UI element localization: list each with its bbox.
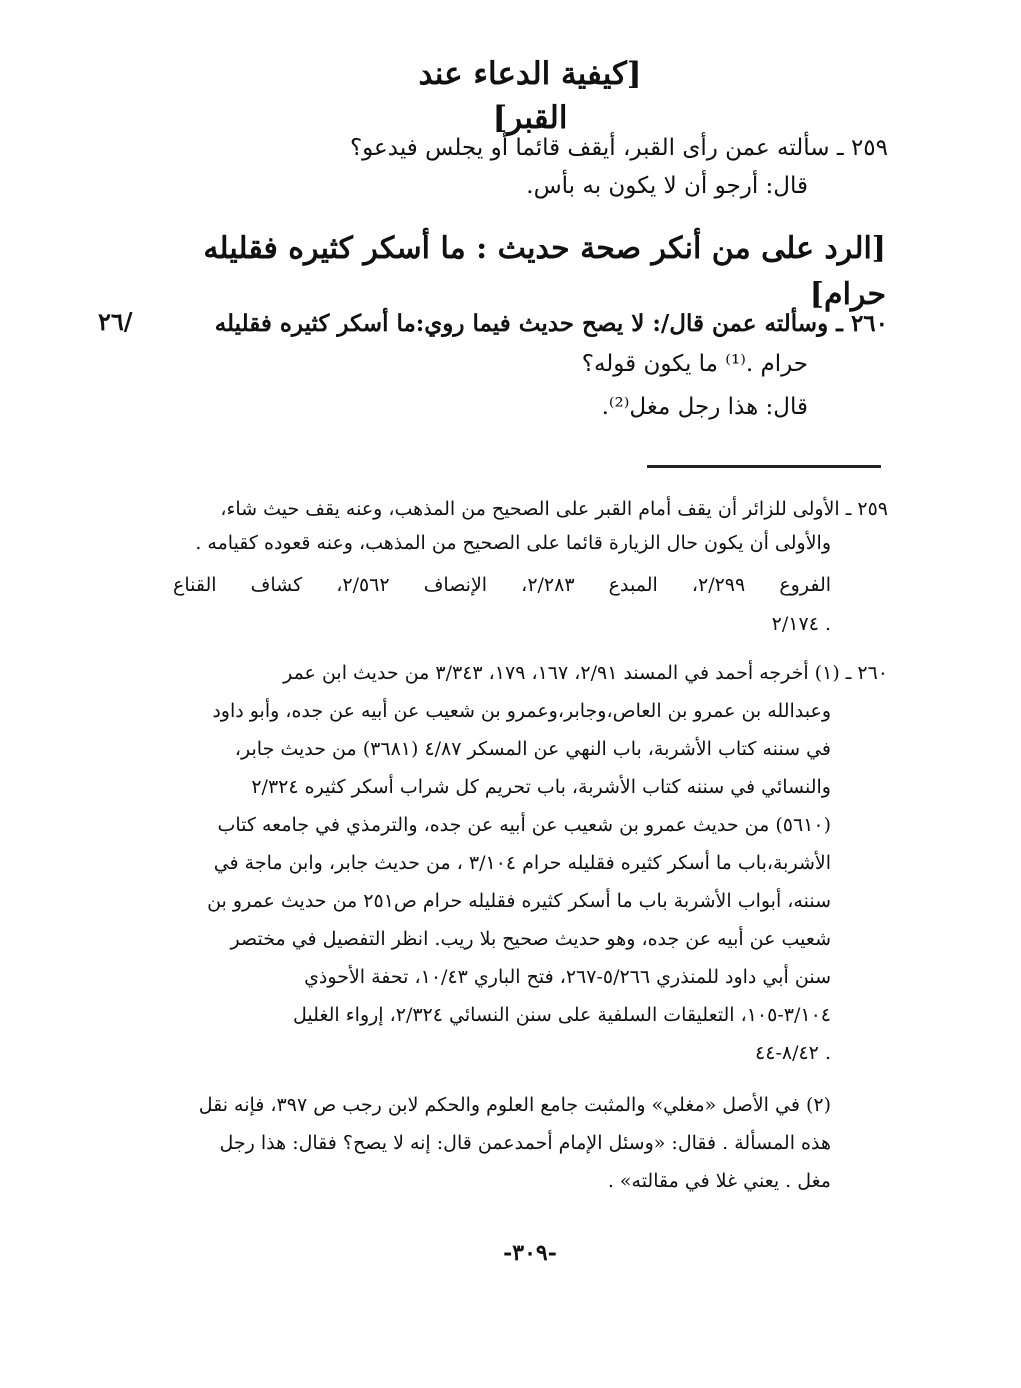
section-heading-intoxicant-hadith: [الرد على من أنكر صحة حديث : ما أسكر كثيره فقليله حرام] bbox=[203, 231, 886, 312]
footnote-259-line-1: ٢٥٩ ـ الأولى للزائر أن يقف أمام القبر على الصحيح من المذهب، وعنه يقف حيث شاء، bbox=[220, 498, 888, 520]
footnote-260-1-line-9: سنن أبي داود للمنذري ٥/٢٦٦-٢٦٧، فتح الباري ١٠/٤٣، تحفة الأحوذي bbox=[304, 966, 831, 988]
footnote-260-2-line-3: مغل . يعني غلا في مقالته» . bbox=[607, 1170, 831, 1192]
footnote-260-1-line-6: الأشربة،باب ما أسكر كثيره فقليله حرام ٣/١٠٤ ، من حديث جابر، وابن ماجة في bbox=[213, 852, 831, 874]
footnote-260-1-line-7: سننه، أبواب الأشربة باب ما أسكر كثيره فقليله حرام ص٢٥١ من حديث عمرو بن bbox=[207, 890, 831, 912]
question-259-line-1: ٢٥٩ ـ سألته عمن رأى القبر، أيقف قائما أو يجلس فيدعو؟ bbox=[349, 135, 888, 161]
page-number: -٣٠٩- bbox=[503, 1240, 557, 1266]
question-260-line-2: حرام .⁽¹⁾ ما يكون قوله؟ bbox=[581, 351, 808, 377]
question-260-line-1: ٢٦٠ ـ وسألته عمن قال/: لا يصح حديث فيما روي:ما أسكر كثيره فقليله bbox=[214, 310, 888, 337]
footnote-260-1-line-11: ٨/٤٢-٤٤ . bbox=[755, 1042, 831, 1064]
footnote-260-2-line-2: هذه المسألة . فقال: «وسئل الإمام أحمدعمن قال: إنه لا يصح؟ فقال: هذا رجل bbox=[219, 1132, 831, 1154]
footnote-260-1-line-4: والنسائي في سننه كتاب الأشربة، باب تحريم كل شراب أسكر كثيره ٢/٣٢٤ bbox=[251, 776, 831, 798]
footnote-259-line-2: والأولى أن يكون حال الزيارة قائما على الصحيح من المذهب، وعنه قعوده كقيامه . bbox=[195, 532, 831, 554]
footnote-260-1-line-5: (٥٦١٠) من حديث عمرو بن شعيب عن أبيه عن جده، والترمذي في جامعه كتاب bbox=[217, 814, 831, 836]
footnote-259-line-3: الفروع ٢/٢٩٩، المبدع ٢/٢٨٣، الإنصاف ٢/٥٦٢، كشاف القناع bbox=[173, 574, 832, 596]
footnote-260-1-line-3: في سننه كتاب الأشربة، باب النهي عن المسكر ٤/٨٧ (٣٦٨١) من حديث جابر، bbox=[234, 738, 831, 760]
footnote-260-1-line-2: وعبدالله بن عمرو بن العاص،وجابر،وعمرو بن شعيب عن أبيه عن جده، وأبو داود bbox=[212, 700, 831, 722]
section-heading-grave-dua: [كيفية الدعاء عند القبر] bbox=[418, 56, 642, 136]
footnote-260-1-line-10: ٣/١٠٤-١٠٥، التعليقات السلفية على سنن النسائي ٢/٣٢٤، إرواء الغليل bbox=[293, 1004, 831, 1026]
question-260-answer: قال: هذا رجل مغل⁽²⁾. bbox=[601, 394, 808, 420]
question-259-answer: قال: أرجو أن لا يكون به بأس. bbox=[526, 173, 808, 199]
footnote-259-line-4: ٢/١٧٤ . bbox=[771, 613, 831, 635]
footnote-separator bbox=[647, 465, 881, 468]
footnote-260-1-line-1: ٢٦٠ ـ (١) أخرجه أحمد في المسند ٢/٩١، ١٦٧، ١٧٩، ٣/٣٤٣ من حديث ابن عمر bbox=[283, 662, 888, 684]
footnote-260-2-line-1: (٢) في الأصل «مغلي» والمثبت جامع العلوم والحكم لابن رجب ص ٣٩٧، فإنه نقل bbox=[198, 1094, 831, 1116]
manuscript-folio-ref: ٢٦/ bbox=[98, 307, 133, 336]
footnote-260-1-line-8: شعيب عن أبيه عن جده، وهو حديث صحيح بلا ريب. انظر التفصيل في مختصر bbox=[230, 928, 831, 950]
